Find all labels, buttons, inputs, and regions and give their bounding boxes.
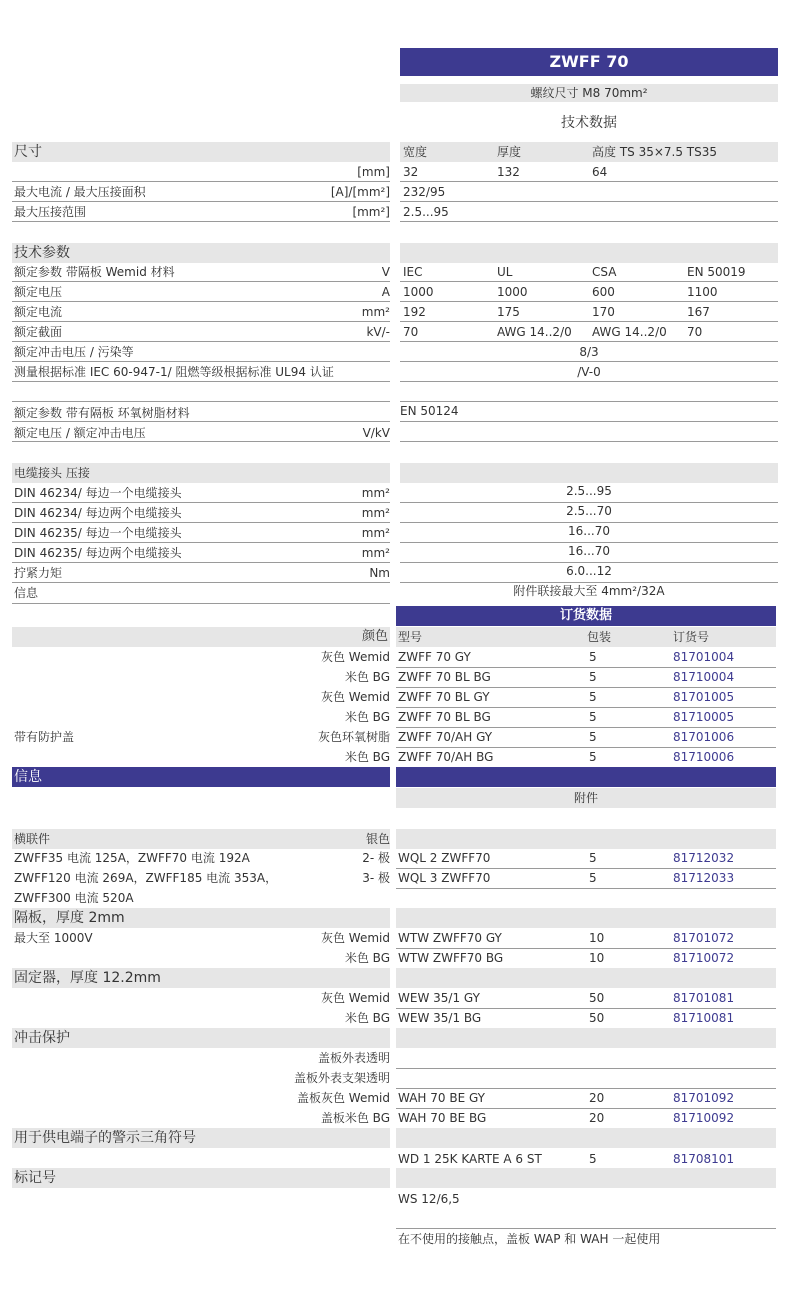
shock-no: 81701092: [673, 1091, 735, 1105]
order-row-color: 米色 BG: [344, 750, 390, 764]
shock-title: 冲击保护: [14, 1030, 70, 1046]
tech-row-label: 额定冲击电压 / 污染等: [14, 345, 134, 359]
partition-color: 米色 BG: [344, 951, 390, 965]
tech-row-value: 600: [592, 285, 615, 299]
cable-header-bar: [400, 463, 778, 483]
cable-row-unit: mm²: [361, 546, 390, 560]
marker-title: 标记号: [14, 1170, 56, 1186]
crosslink-type: WQL 3 ZWFF70: [398, 871, 491, 885]
section-dimensions: 尺寸: [12, 142, 390, 162]
tech-row-value: 1000: [497, 285, 528, 299]
warning-bar-right: [396, 1128, 776, 1148]
tech-row-label: 额定参数 带隔板 Wemid 材料: [14, 265, 175, 279]
partition-no: 81701072: [673, 931, 735, 945]
tech-row-value: 170: [592, 305, 615, 319]
warning-title: 用于供电端子的警示三角符号: [14, 1130, 196, 1146]
warning-type: WD 1 25K KARTE A 6 ST: [398, 1152, 542, 1166]
cable-row-label: DIN 46234/ 每边一个电缆接头: [14, 486, 182, 500]
tech-row-value: UL: [497, 265, 513, 279]
shock-pack: 20: [589, 1111, 605, 1125]
tech-row-unit: A: [381, 285, 390, 299]
epoxy-row-unit: V/kV: [362, 426, 390, 440]
dim-row-value: 64: [592, 165, 608, 179]
cable-row-unit: mm²: [361, 486, 390, 500]
cable-row-label: 拧紧力矩: [14, 566, 63, 580]
tech-header-bar: [400, 243, 778, 263]
crosslink-note: ZWFF120 电流 269A，ZWFF185 电流 353A，: [14, 871, 278, 885]
info-section-title: 信息: [12, 767, 390, 787]
cable-row-value: 2.5...95: [566, 484, 612, 498]
partition-title: 隔板，厚度 2mm: [14, 910, 125, 926]
order-row-color: 灰色环氧树脂: [317, 730, 390, 744]
tech-row-label: 额定电流: [14, 305, 63, 319]
tech-row-value: AWG 14..2/0: [592, 325, 667, 339]
dim-header-height: 高度 TS 35×7.5 TS35: [592, 145, 718, 159]
fixer-type: WEW 35/1 GY: [398, 991, 480, 1005]
fixer-pack: 50: [589, 991, 605, 1005]
order-row-no: 81701005: [673, 690, 735, 704]
shock-pack: 20: [589, 1091, 605, 1105]
fixer-title: 固定器，厚度 12.2mm: [14, 970, 161, 986]
dim-row-label: 最大电流 / 最大压接面积: [14, 185, 146, 199]
tech-row-unit: mm²: [361, 305, 390, 319]
section-tech-params: 技术参数: [12, 243, 390, 263]
cable-row-label: 信息: [14, 586, 39, 600]
crosslink-no: 81712032: [673, 851, 735, 865]
order-row-pack: 5: [589, 750, 597, 764]
order-row-pack: 5: [589, 650, 597, 664]
accessories-title: 附件: [573, 791, 598, 805]
marker-bar-right: [396, 1168, 776, 1188]
order-row-color: 米色 BG: [344, 670, 390, 684]
order-row-color: 米色 BG: [344, 710, 390, 724]
crosslink-title: 横联件: [14, 832, 51, 846]
tech-row-unit: V: [381, 265, 390, 279]
partition-type: WTW ZWFF70 BG: [398, 951, 504, 965]
cable-row-unit: Nm: [369, 566, 390, 580]
crosslink-pole: 3- 极: [362, 871, 390, 885]
order-row-color: 灰色 Wemid: [320, 650, 390, 664]
order-row-no: 81701006: [673, 730, 735, 744]
shock-type: WAH 70 BE GY: [398, 1091, 485, 1105]
partition-bar-right: [396, 908, 776, 928]
fixer-no: 81710081: [673, 1011, 735, 1025]
order-row-color: 灰色 Wemid: [320, 690, 390, 704]
fixer-color: 灰色 Wemid: [320, 991, 390, 1005]
partition-note: 最大至 1000V: [14, 931, 93, 945]
tech-data-title: 技术数据: [561, 115, 617, 131]
order-row-no: 81710004: [673, 670, 735, 684]
dim-row-unit: [mm]: [357, 165, 390, 179]
crosslink-type: WQL 2 ZWFF70: [398, 851, 491, 865]
order-header-no: 订货号: [673, 630, 710, 644]
crosslink-color: 银色: [365, 832, 390, 846]
dim-header-bar: [400, 142, 778, 162]
dim-row-value: 2.5...95: [403, 205, 449, 219]
product-subtitle: 螺纹尺寸 M8 70mm²: [530, 86, 648, 100]
partition-color: 灰色 Wemid: [320, 931, 390, 945]
tech-row-center-value: /V-0: [577, 365, 601, 379]
cable-row-label: DIN 46235/ 每边一个电缆接头: [14, 526, 182, 540]
info-right-bar: [396, 767, 776, 787]
order-row-type: ZWFF 70/AH GY: [398, 730, 493, 744]
tech-row-value: IEC: [403, 265, 423, 279]
epoxy-row-label: 额定电压 / 额定冲击电压: [14, 426, 146, 440]
fixer-color: 米色 BG: [344, 1011, 390, 1025]
order-row-no: 81710005: [673, 710, 735, 724]
product-title: ZWFF 70: [400, 48, 778, 76]
dim-row-unit: [mm²]: [352, 205, 390, 219]
shock-color: 盖板米色 BG: [320, 1111, 390, 1125]
tech-row-value: 175: [497, 305, 520, 319]
order-row-type: ZWFF 70 BL GY: [398, 690, 490, 704]
partition-type: WTW ZWFF70 GY: [398, 931, 502, 945]
tech-row-unit: kV/-: [366, 325, 390, 339]
order-row-pack: 5: [589, 670, 597, 684]
fixer-pack: 50: [589, 1011, 605, 1025]
cable-row-unit: mm²: [361, 526, 390, 540]
tech-row-value: 167: [687, 305, 710, 319]
partition-pack: 10: [589, 951, 605, 965]
dim-row-unit: [A]/[mm²]: [330, 185, 390, 199]
cable-row-value: 16...70: [568, 544, 610, 558]
crosslink-pole: 2- 极: [362, 851, 390, 865]
order-header-type: 型号: [398, 630, 423, 644]
order-data-title: 订货数据: [396, 606, 776, 626]
tech-row-value: 70: [403, 325, 419, 339]
epoxy-row-label: 额定参数 带有隔板 环氧树脂材料: [14, 406, 190, 420]
shock-color: 盖板灰色 Wemid: [296, 1091, 390, 1105]
marker-type: WS 12/6,5: [398, 1192, 460, 1206]
dim-row-value: 32: [403, 165, 419, 179]
order-header-bar-right: [396, 627, 776, 647]
order-row-type: ZWFF 70/AH BG: [398, 750, 494, 764]
tech-row-label: 测量根据标准 IEC 60-947-1/ 阻燃等级根据标准 UL94 认证: [14, 365, 334, 379]
crosslink-no: 81712033: [673, 871, 735, 885]
order-row-left-label: 带有防护盖: [14, 730, 75, 744]
shock-color: 盖板外表支架透明: [293, 1071, 390, 1085]
order-row-type: ZWFF 70 BL BG: [398, 670, 491, 684]
cable-row-label: DIN 46235/ 每边两个电缆接头: [14, 546, 182, 560]
order-header-pack: 包装: [587, 630, 612, 644]
crosslink-pack: 5: [589, 871, 597, 885]
fixer-bar-right: [396, 968, 776, 988]
shock-bar-right: [396, 1028, 776, 1048]
warning-no: 81708101: [673, 1152, 735, 1166]
epoxy-row-value: EN 50124: [400, 404, 459, 418]
tech-row-value: CSA: [592, 265, 617, 279]
dim-row-value: 232/95: [403, 185, 446, 199]
fixer-type: WEW 35/1 BG: [398, 1011, 482, 1025]
order-row-type: ZWFF 70 GY: [398, 650, 471, 664]
shock-color: 盖板外表透明: [317, 1051, 390, 1065]
tech-row-value: 192: [403, 305, 426, 319]
cable-row-unit: mm²: [361, 506, 390, 520]
order-row-no: 81710006: [673, 750, 735, 764]
tech-row-value: 1100: [687, 285, 718, 299]
crosslink-note: ZWFF35 电流 125A，ZWFF70 电流 192A: [14, 851, 250, 865]
crosslink-note: ZWFF300 电流 520A: [14, 891, 134, 905]
dim-header-width: 宽度: [403, 145, 428, 159]
tech-row-value: 70: [687, 325, 703, 339]
tech-row-label: 额定电压: [14, 285, 63, 299]
tech-row-label: 额定截面: [14, 325, 63, 339]
dim-row-value: 132: [497, 165, 520, 179]
partition-no: 81710072: [673, 951, 735, 965]
dim-row-label: 最大压接范围: [14, 205, 87, 219]
cable-row-value: 2.5...70: [566, 504, 612, 518]
footnote: 在不使用的接触点，盖板 WAP 和 WAH 一起使用: [398, 1232, 661, 1246]
tech-row-center-value: 8/3: [579, 345, 599, 359]
shock-no: 81710092: [673, 1111, 735, 1125]
section-cable: 电缆接头 压接: [14, 466, 90, 480]
order-row-pack: 5: [589, 730, 597, 744]
fixer-no: 81701081: [673, 991, 735, 1005]
order-header-bar-left: [12, 627, 390, 647]
order-row-pack: 5: [589, 710, 597, 724]
order-row-pack: 5: [589, 690, 597, 704]
crosslink-bar-right: [396, 829, 776, 849]
crosslink-bar-left: [12, 829, 390, 849]
order-color-header: 颜色: [361, 629, 388, 644]
tech-row-value: EN 50019: [687, 265, 746, 279]
order-row-type: ZWFF 70 BL BG: [398, 710, 491, 724]
warning-pack: 5: [589, 1152, 597, 1166]
tech-row-value: AWG 14..2/0: [497, 325, 572, 339]
cable-row-value: 6.0...12: [566, 564, 612, 578]
shock-type: WAH 70 BE BG: [398, 1111, 487, 1125]
marker-bar-left: [12, 1168, 390, 1188]
crosslink-pack: 5: [589, 851, 597, 865]
partition-pack: 10: [589, 931, 605, 945]
cable-row-value: 16...70: [568, 524, 610, 538]
tech-row-value: 1000: [403, 285, 434, 299]
order-row-no: 81701004: [673, 650, 735, 664]
dim-header-thickness: 厚度: [497, 145, 522, 159]
cable-row-label: DIN 46234/ 每边两个电缆接头: [14, 506, 182, 520]
cable-row-value: 附件联接最大至 4mm²/32A: [513, 584, 665, 598]
